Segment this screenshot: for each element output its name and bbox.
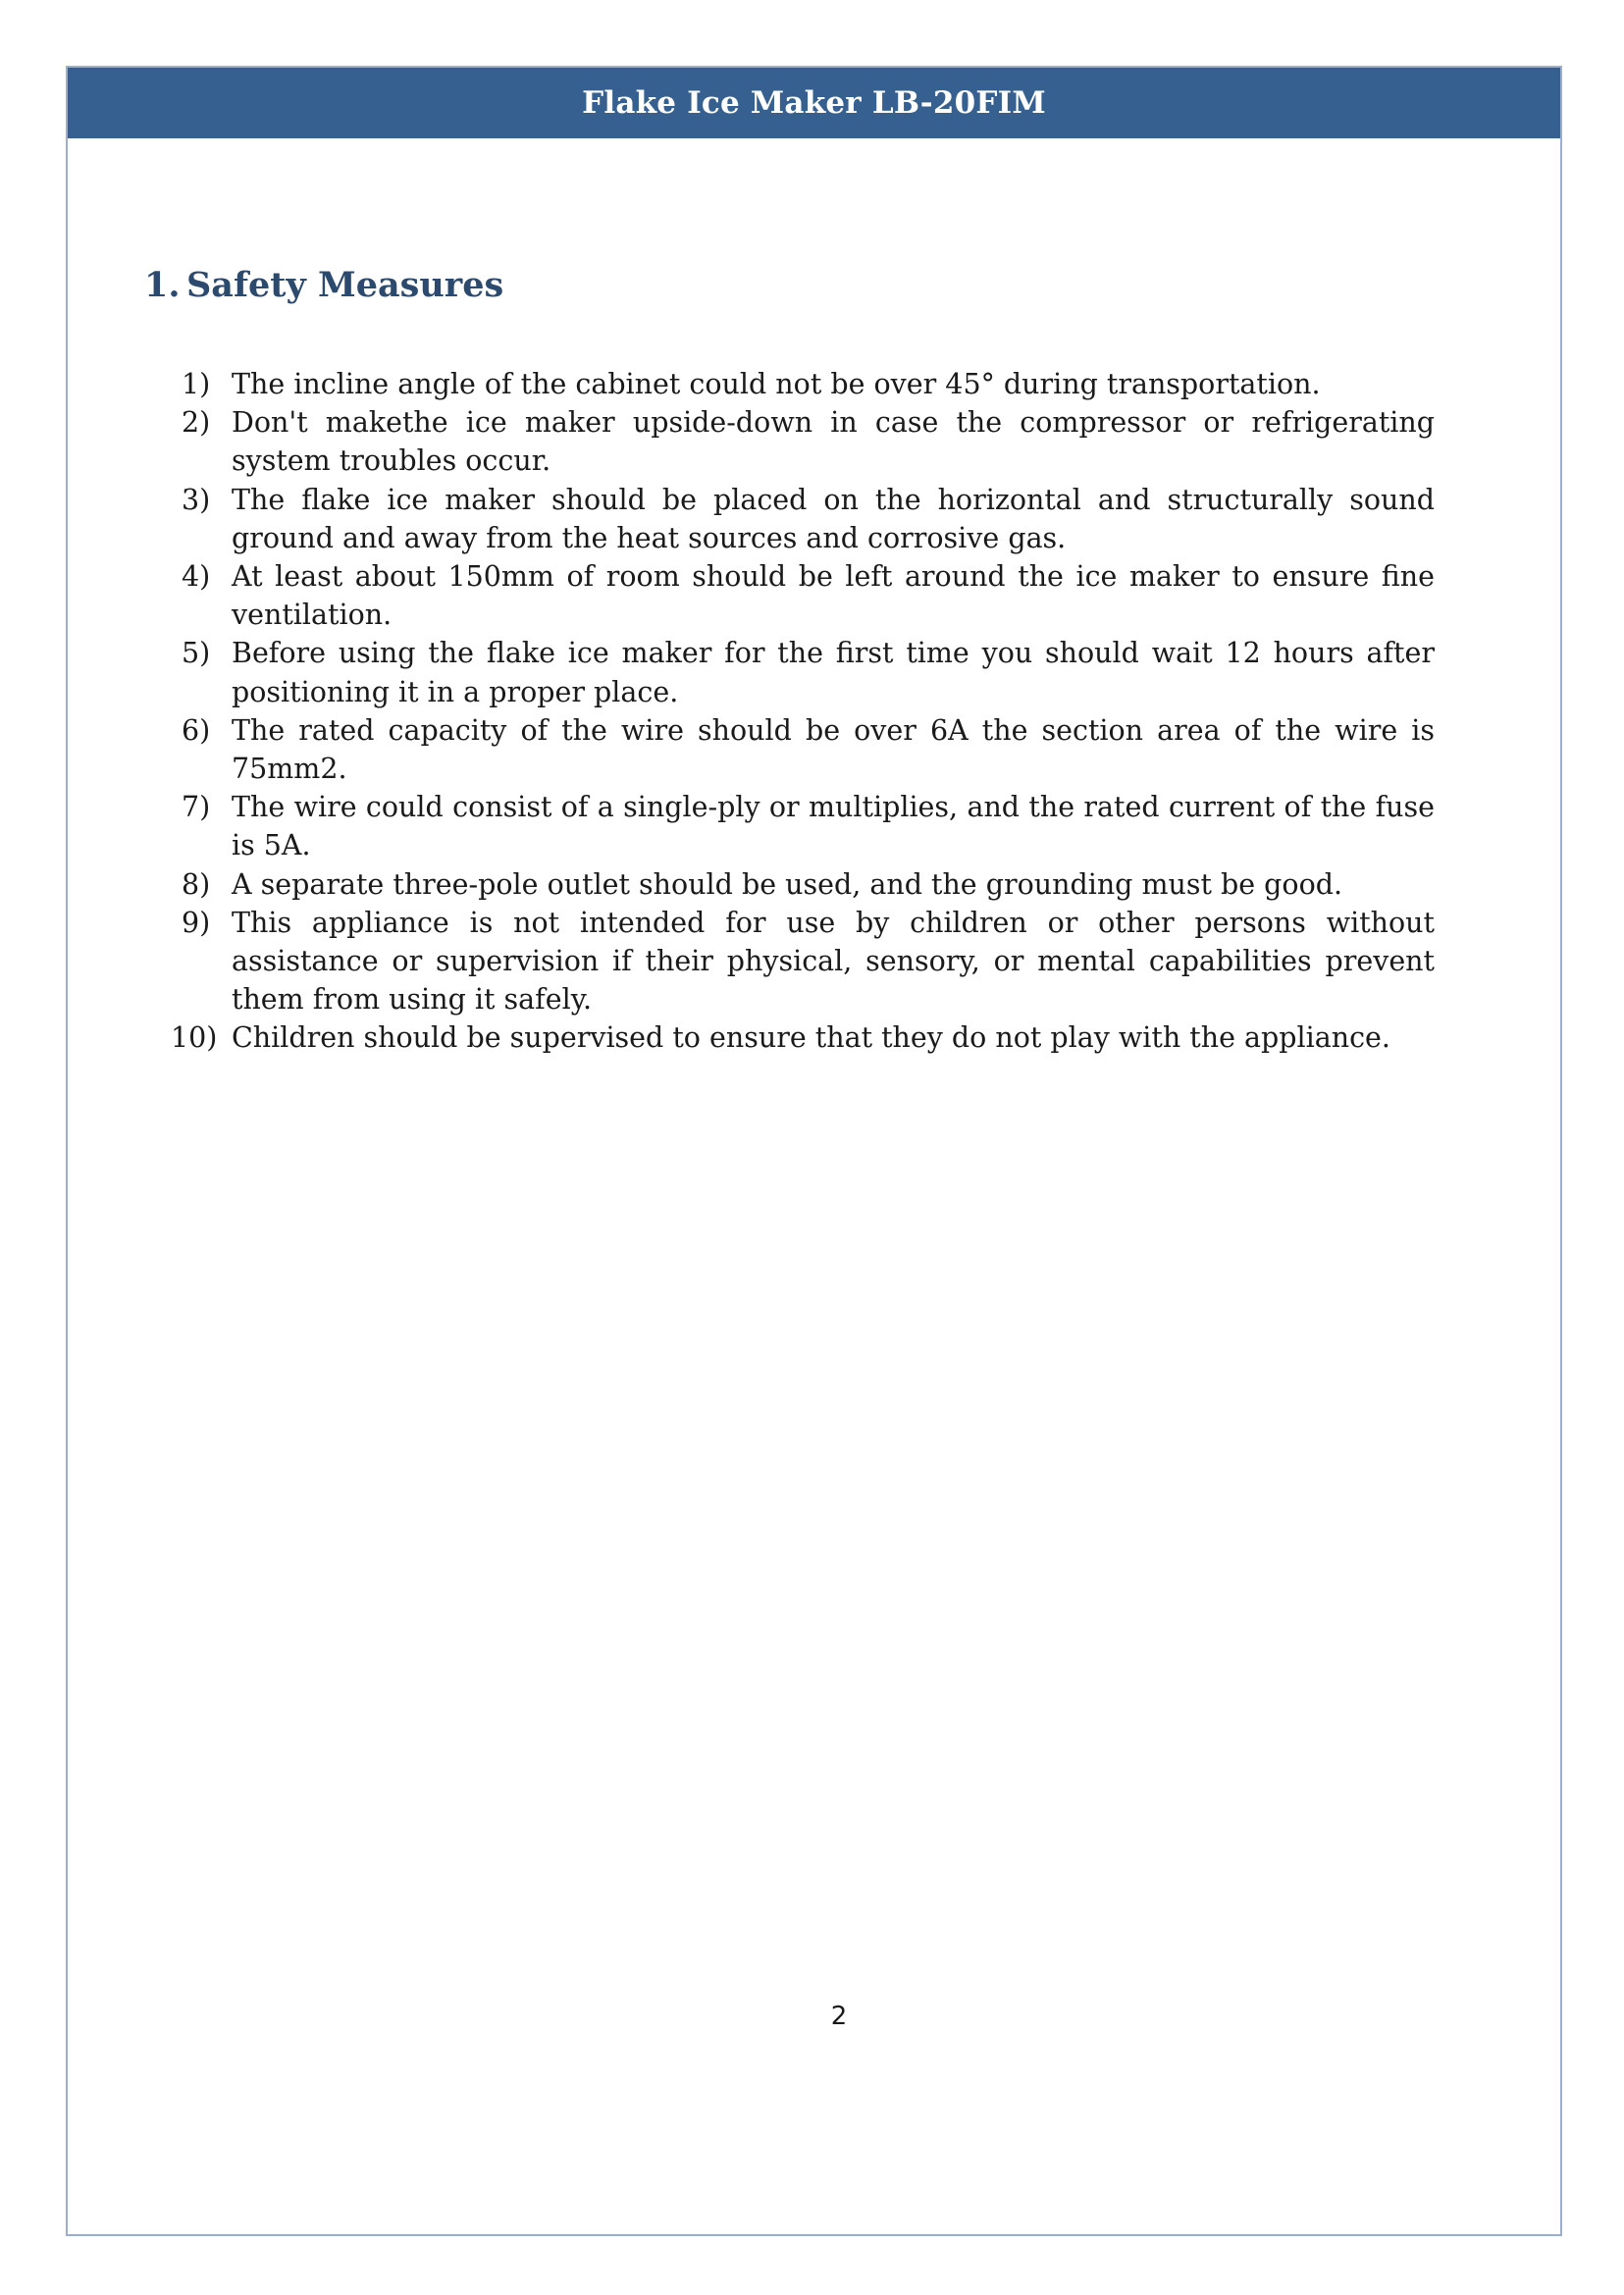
- page-number: 2: [830, 2002, 848, 2031]
- list-item-text: The flake ice maker should be placed on the horizontal and structurally sound ground and away from the heat sources and corrosive gas.: [232, 483, 1435, 554]
- list-item-text: The rated capacity of the wire should be over 6A the section area of the wire is 75mm2.: [232, 713, 1435, 786]
- list-item-text: This appliance is not intended for use by children or other persons without assistance or supervision if their physical, sensory, or mental capabilities prevent them from using it safely.: [232, 906, 1435, 1017]
- list-item: [177, 865, 1435, 904]
- section-number: 1.: [144, 265, 181, 305]
- list-marker: 2): [182, 406, 211, 440]
- list-item: [177, 481, 1435, 557]
- list-item: [177, 711, 1435, 788]
- list-item: [171, 1018, 1435, 1057]
- list-item: [177, 904, 1435, 1019]
- list-marker: 8): [182, 867, 211, 901]
- list-item: [177, 557, 1435, 634]
- list-marker: 6): [182, 713, 211, 747]
- list-marker: 4): [182, 560, 211, 594]
- list-item-text: Before using the flake ice maker for the first time you should wait 12 hours after positioning it in a proper place.: [232, 637, 1435, 708]
- header-bar: [68, 68, 1560, 138]
- list-marker: 9): [182, 906, 211, 939]
- list-item: [177, 634, 1435, 710]
- list-marker: 5): [182, 637, 211, 670]
- section-title: Safety Measures: [186, 265, 504, 305]
- list-item-text: The wire could consist of a single-ply or multiplies, and the rated current of the fuse is 5A.: [232, 791, 1435, 862]
- list-item: [177, 365, 1435, 403]
- document-title: Flake Ice Maker LB-20FIM: [582, 85, 1046, 121]
- list-marker: 1): [182, 368, 211, 400]
- list-item: [177, 403, 1435, 480]
- list-item-text: A separate three-pole outlet should be used, and the grounding must be good.: [232, 867, 1343, 901]
- list-item: [177, 788, 1435, 864]
- safety-list: [171, 365, 1435, 1058]
- list-item-text: Children should be supervised to ensure that they do not play with the appliance.: [232, 1021, 1390, 1055]
- list-item-text: Don't makethe ice maker upside-down in case the compressor or refrigerating system troubles occur.: [232, 406, 1435, 478]
- list-item-text: At least about 150mm of room should be left around the ice maker to ensure fine ventilation.: [232, 560, 1435, 632]
- list-marker: 3): [182, 483, 211, 516]
- list-marker: 10): [171, 1021, 218, 1055]
- section-heading: [144, 265, 503, 305]
- list-marker: 7): [182, 791, 211, 824]
- list-item-text: The incline angle of the cabinet could not be over 45° during transportation.: [232, 368, 1321, 400]
